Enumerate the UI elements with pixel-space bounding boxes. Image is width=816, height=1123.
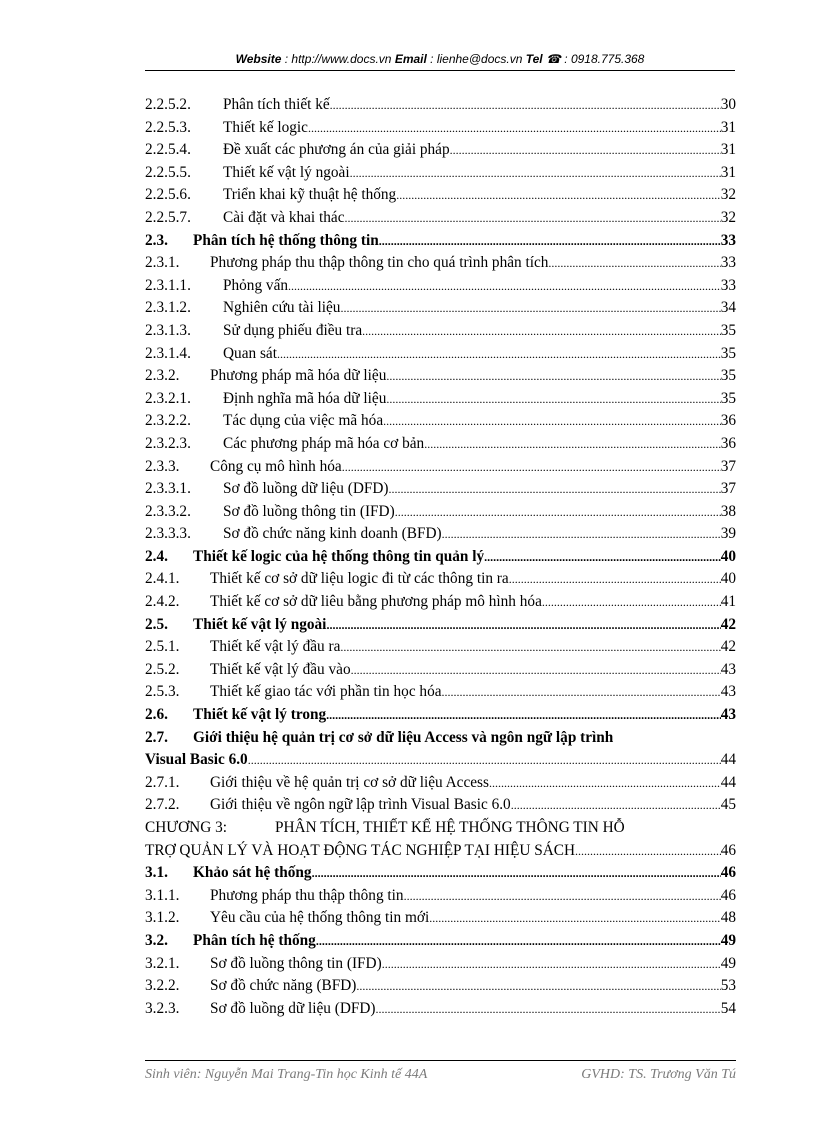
email-value: : lienhe@docs.vn bbox=[426, 52, 526, 66]
toc-entry-number: 3.1.1. bbox=[145, 886, 180, 904]
toc-entry-number: 2.2.5.4. bbox=[145, 141, 191, 159]
chapter-label: CHƯƠNG 3: bbox=[145, 819, 227, 836]
toc-dot-leader bbox=[386, 365, 720, 388]
toc-dot-leader bbox=[548, 252, 720, 275]
toc-entry[interactable] bbox=[145, 139, 736, 162]
toc-dot-leader bbox=[316, 930, 721, 953]
toc-dot-leader bbox=[340, 636, 720, 659]
toc-entry-page: 36 bbox=[720, 434, 736, 452]
toc-entry-title: Yêu cầu của hệ thống thông tin mới bbox=[210, 907, 429, 930]
toc-entry-title: Thiết kế vật lý trong bbox=[193, 704, 326, 727]
toc-entry-title: Cài đặt và khai thác bbox=[223, 207, 344, 230]
toc-entry-page: 53 bbox=[720, 977, 736, 995]
toc-entry-page: 41 bbox=[720, 593, 736, 611]
toc-dot-leader bbox=[484, 546, 721, 569]
toc-entry-page: 34 bbox=[720, 299, 736, 317]
toc-entry-page: 54 bbox=[720, 999, 736, 1017]
toc-entry-page: 35 bbox=[720, 389, 736, 407]
toc-entry-page: 35 bbox=[720, 367, 736, 385]
toc-dot-leader bbox=[277, 343, 721, 366]
toc-entry-page: 42 bbox=[720, 615, 736, 633]
toc-entry[interactable] bbox=[145, 794, 736, 817]
toc-entry-number: 2.3.3. bbox=[145, 457, 180, 475]
toc-dot-leader bbox=[396, 184, 720, 207]
toc-entry-title: Sơ đồ luồng thông tin (IFD) bbox=[210, 953, 382, 976]
toc-entry-page: 38 bbox=[720, 502, 736, 520]
toc-dot-leader bbox=[424, 433, 721, 456]
toc-dot-leader bbox=[248, 749, 721, 772]
toc-entry-title: Phân tích hệ thống thông tin bbox=[193, 230, 379, 253]
toc-dot-leader bbox=[383, 410, 721, 433]
toc-entry-title: Phân tích hệ thống bbox=[193, 930, 316, 953]
toc-entry-title: Triển khai kỹ thuật hệ thống bbox=[223, 184, 396, 207]
toc-entry-number: 2.3.1.1. bbox=[145, 276, 191, 294]
toc-entry-title: Phương pháp mã hóa dữ liệu bbox=[210, 365, 386, 388]
toc-dot-leader bbox=[330, 94, 721, 117]
toc-entry-number: 2.4. bbox=[145, 547, 168, 565]
toc-dot-leader bbox=[326, 614, 720, 637]
toc-entry[interactable] bbox=[145, 433, 736, 456]
toc-dot-leader bbox=[442, 681, 721, 704]
toc-entry[interactable] bbox=[145, 184, 736, 207]
toc-entry-page: 37 bbox=[720, 457, 736, 475]
toc-dot-leader bbox=[542, 591, 721, 614]
chapter-3-heading-line2[interactable] bbox=[145, 840, 736, 863]
toc-entry-number: 2.3. bbox=[145, 231, 168, 249]
toc-entry[interactable] bbox=[145, 94, 736, 117]
toc-entry[interactable] bbox=[145, 591, 736, 614]
toc-dot-leader bbox=[429, 907, 720, 930]
toc-dot-leader bbox=[379, 230, 721, 253]
toc-entry-number: 2.3.1. bbox=[145, 254, 180, 272]
toc-dot-leader bbox=[344, 207, 720, 230]
toc-entry-page: 33 bbox=[720, 276, 736, 294]
toc-entry-page: 33 bbox=[720, 231, 736, 249]
toc-entry-page: 43 bbox=[720, 683, 736, 701]
toc-entry-title: Sơ đồ luồng thông tin (IFD) bbox=[223, 501, 395, 524]
toc-entry[interactable] bbox=[145, 659, 736, 682]
toc-dot-leader bbox=[389, 478, 721, 501]
toc-entry[interactable] bbox=[145, 410, 736, 433]
toc-entry-title: Nghiên cứu tài liệu bbox=[223, 297, 340, 320]
toc-entry[interactable] bbox=[145, 681, 736, 704]
toc-entry-title: Thiết kế cơ sở dữ liêu bằng phương pháp mô hình hóa bbox=[210, 591, 542, 614]
toc-entry-title: Thiết kế logic bbox=[223, 117, 308, 140]
website-label: Website bbox=[235, 52, 282, 66]
toc-entry-title: Giới thiệu về ngôn ngữ lập trình Visual Basic 6.0 bbox=[210, 794, 511, 817]
toc-entry-number: 2.2.5.7. bbox=[145, 208, 191, 226]
toc-entry-title: Phương pháp thu thập thông tin bbox=[210, 885, 404, 908]
toc-entry[interactable] bbox=[145, 636, 736, 659]
toc-entry-title: Thiết kế vật lý đầu vào bbox=[210, 659, 351, 682]
toc-entry-number: 3.1. bbox=[145, 864, 168, 882]
toc-entry[interactable] bbox=[145, 297, 736, 320]
toc-entry[interactable] bbox=[145, 772, 736, 795]
footer-advisor: GVHD: TS. Trương Văn Tú bbox=[581, 1067, 736, 1082]
toc-entry-title: Định nghĩa mã hóa dữ liệu bbox=[223, 388, 386, 411]
toc-entry-title: Đề xuất các phương án của giải pháp bbox=[223, 139, 450, 162]
toc-entry-title: Phương pháp thu thập thông tin cho quá trình phân tích bbox=[210, 252, 548, 275]
toc-dot-leader bbox=[395, 501, 721, 524]
toc-dot-leader bbox=[350, 162, 721, 185]
toc-entry-number: 2.3.3.1. bbox=[145, 480, 191, 498]
toc-entry-title: Phân tích thiết kế bbox=[223, 94, 330, 117]
toc-entry[interactable] bbox=[145, 614, 736, 637]
toc-entry-title: Visual Basic 6.0 bbox=[145, 749, 248, 772]
page-header bbox=[145, 50, 735, 71]
toc-dot-leader bbox=[362, 320, 721, 343]
toc-entry-page: 43 bbox=[720, 706, 736, 724]
toc-entry[interactable] bbox=[145, 704, 736, 727]
toc-entry-number: 2.4.1. bbox=[145, 570, 180, 588]
toc-entry-page: 43 bbox=[720, 660, 736, 678]
toc-entry-page: 42 bbox=[720, 638, 736, 656]
toc-entry[interactable] bbox=[145, 478, 736, 501]
toc-entry[interactable] bbox=[145, 953, 736, 976]
footer-student: Sinh viên: Nguyễn Mai Trang-Tin học Kinh tế 44A bbox=[145, 1067, 428, 1082]
toc-dot-leader bbox=[404, 885, 721, 908]
toc-entry-page: 46 bbox=[720, 886, 736, 904]
toc-entry-title: Giới thiệu về hệ quản trị cơ sở dữ liệu Access bbox=[210, 772, 489, 795]
toc-entry[interactable] bbox=[145, 885, 736, 908]
toc-entry-number: 2.2.5.2. bbox=[145, 96, 191, 113]
toc-entry-title: Thiết kế cơ sở dữ liệu logic đi từ các thông tin ra bbox=[210, 568, 509, 591]
toc-entry-number: 3.1.2. bbox=[145, 909, 180, 927]
toc-entry-title: Thiết kế logic của hệ thống thông tin quản lý bbox=[193, 546, 484, 569]
page-footer bbox=[145, 1060, 736, 1082]
toc-entry-title: Các phương pháp mã hóa cơ bản bbox=[223, 433, 424, 456]
toc-dot-leader bbox=[382, 953, 721, 976]
toc-dot-leader bbox=[575, 840, 721, 863]
toc-entry-title: Sơ đồ chức năng (BFD) bbox=[210, 975, 356, 998]
toc-dot-leader bbox=[511, 794, 721, 817]
toc-entry-title: Sơ đồ luồng dữ liệu (DFD) bbox=[210, 998, 376, 1021]
toc-entry-title: Khảo sát hệ thống bbox=[193, 862, 312, 885]
toc-dot-leader bbox=[450, 139, 721, 162]
toc-entry-number: 2.5.2. bbox=[145, 660, 180, 678]
toc-entry-title: Thiết kế vật lý ngoài bbox=[193, 614, 326, 637]
toc-entry-title: Tác dụng của việc mã hóa bbox=[223, 410, 383, 433]
toc-entry[interactable] bbox=[145, 501, 736, 524]
toc-entry[interactable] bbox=[145, 275, 736, 298]
toc-entry-title: Sơ đồ luồng dữ liệu (DFD) bbox=[223, 478, 389, 501]
toc-entry-page: 40 bbox=[720, 547, 736, 565]
toc-entry[interactable] bbox=[145, 162, 736, 185]
toc-entry-number: 2.3.1.2. bbox=[145, 299, 191, 317]
toc-entry[interactable] bbox=[145, 975, 736, 998]
toc-entry[interactable] bbox=[145, 456, 736, 479]
toc-entry-page: 46 bbox=[720, 841, 736, 859]
toc-dot-leader bbox=[489, 772, 721, 795]
toc-dot-leader bbox=[326, 704, 721, 727]
toc-entry-number: 2.4.2. bbox=[145, 593, 180, 611]
tel-label: Tel bbox=[525, 52, 543, 66]
toc-entry-page: 49 bbox=[720, 954, 736, 972]
toc-dot-leader bbox=[340, 297, 720, 320]
toc-entry[interactable] bbox=[145, 365, 736, 388]
toc-entry-number: 2.5. bbox=[145, 615, 168, 633]
toc-entry-title: Giới thiệu hệ quản trị cơ sở dữ liệu Access và ngôn ngữ lập trình bbox=[193, 728, 614, 746]
toc-entry-number: 2.2.5.6. bbox=[145, 186, 191, 204]
toc-entry-page: 31 bbox=[720, 141, 736, 159]
website-value: : http://www.docs.vn bbox=[281, 52, 395, 66]
toc-entry-number: 2.2.5.3. bbox=[145, 118, 191, 136]
toc-entry-number: 2.3.3.2. bbox=[145, 502, 191, 520]
toc-entry-number: 2.3.2.1. bbox=[145, 389, 191, 407]
toc-entry-number: 2.5.3. bbox=[145, 683, 180, 701]
toc-entry[interactable] bbox=[145, 523, 736, 546]
toc-entry-number: 3.2.1. bbox=[145, 954, 180, 972]
toc-entry-number: 3.2. bbox=[145, 931, 168, 949]
toc-entry-page: 36 bbox=[720, 412, 736, 430]
toc-entry-number: 2.2.5.5. bbox=[145, 163, 191, 181]
toc-entry-number: 2.3.1.4. bbox=[145, 344, 191, 362]
toc-entry-title: Thiết kế vật lý đầu ra bbox=[210, 636, 340, 659]
toc-entry-page: 31 bbox=[720, 118, 736, 136]
toc-dot-leader bbox=[351, 659, 721, 682]
toc-dot-leader bbox=[376, 998, 721, 1021]
toc-entry-number: 2.3.2.2. bbox=[145, 412, 191, 430]
toc-entry-page: 33 bbox=[720, 254, 736, 272]
toc-entry[interactable] bbox=[145, 930, 736, 953]
toc-entry-page: 31 bbox=[720, 163, 736, 181]
toc-entry-number: 2.7.2. bbox=[145, 796, 180, 814]
toc-entry-number: 2.7. bbox=[145, 728, 168, 746]
table-of-contents bbox=[145, 94, 736, 1020]
toc-entry-title: Thiết kế giao tác với phần tin học hóa bbox=[210, 681, 442, 704]
toc-entry-number: 2.3.3.3. bbox=[145, 525, 191, 543]
email-label: Email bbox=[394, 52, 427, 66]
toc-dot-leader bbox=[442, 523, 721, 546]
toc-entry-number: 2.7.1. bbox=[145, 773, 180, 791]
toc-entry-number: 3.2.3. bbox=[145, 999, 180, 1017]
toc-entry[interactable] bbox=[145, 320, 736, 343]
phone-icon: ☎ bbox=[545, 52, 561, 66]
toc-entry[interactable] bbox=[145, 388, 736, 411]
toc-dot-leader bbox=[386, 388, 720, 411]
toc-entry-number: 2.6. bbox=[145, 706, 168, 724]
toc-entry-page: 35 bbox=[720, 344, 736, 362]
chapter-title: TRỢ QUẢN LÝ VÀ HOẠT ĐỘNG TÁC NGHIỆP TẠI HIỆU SÁCH bbox=[145, 840, 575, 863]
toc-entry-page: 35 bbox=[720, 321, 736, 339]
toc-dot-leader bbox=[342, 456, 721, 479]
toc-dot-leader bbox=[288, 275, 721, 298]
toc-entry-title: Sơ đồ chức năng kinh doanh (BFD) bbox=[223, 523, 442, 546]
toc-dot-leader bbox=[509, 568, 721, 591]
toc-entry-page: 39 bbox=[720, 525, 736, 543]
toc-entry-2-7-line2[interactable] bbox=[145, 749, 736, 772]
toc-entry[interactable] bbox=[145, 343, 736, 366]
toc-entry-page: 40 bbox=[720, 570, 736, 588]
toc-dot-leader bbox=[356, 975, 720, 998]
toc-entry[interactable] bbox=[145, 568, 736, 591]
toc-entry-number: 2.5.1. bbox=[145, 638, 180, 656]
toc-entry-page: 46 bbox=[720, 864, 736, 882]
toc-entry-title: Công cụ mô hình hóa bbox=[210, 456, 342, 479]
chapter-title: PHÂN TÍCH, THIẾT KẾ HỆ THỐNG THÔNG TIN HỖ bbox=[275, 819, 625, 836]
toc-entry-page: 32 bbox=[720, 186, 736, 204]
toc-entry-page: 45 bbox=[720, 796, 736, 814]
tel-value: : 0918.775.368 bbox=[560, 52, 645, 66]
toc-entry[interactable] bbox=[145, 117, 736, 140]
toc-entry-number: 3.2.2. bbox=[145, 977, 180, 995]
toc-entry-page: 32 bbox=[720, 208, 736, 226]
toc-entry[interactable] bbox=[145, 207, 736, 230]
toc-entry-page: 44 bbox=[720, 751, 736, 769]
toc-entry[interactable] bbox=[145, 907, 736, 930]
toc-entry-number: 2.3.2. bbox=[145, 367, 180, 385]
toc-entry-page: 49 bbox=[720, 931, 736, 949]
toc-dot-leader bbox=[312, 862, 721, 885]
toc-entry-number: 2.3.1.3. bbox=[145, 321, 191, 339]
toc-entry-2-7-line1[interactable] bbox=[145, 727, 736, 750]
toc-entry[interactable] bbox=[145, 252, 736, 275]
toc-entry-number: 2.3.2.3. bbox=[145, 434, 191, 452]
toc-entry[interactable] bbox=[145, 998, 736, 1021]
toc-entry-title: Thiết kế vật lý ngoài bbox=[223, 162, 350, 185]
toc-entry-page: 48 bbox=[720, 909, 736, 927]
toc-dot-leader bbox=[308, 117, 721, 140]
toc-entry[interactable] bbox=[145, 862, 736, 885]
toc-entry-title: Phỏng vấn bbox=[223, 275, 288, 298]
toc-entry-page: 30 bbox=[720, 96, 736, 113]
toc-entry[interactable] bbox=[145, 230, 736, 253]
toc-entry-page: 37 bbox=[720, 480, 736, 498]
toc-entry[interactable] bbox=[145, 546, 736, 569]
chapter-3-heading-line1[interactable] bbox=[145, 817, 736, 840]
toc-entry-title: Sử dụng phiếu điều tra bbox=[223, 320, 362, 343]
toc-entry-page: 44 bbox=[720, 773, 736, 791]
toc-entry-title: Quan sát bbox=[223, 343, 277, 366]
